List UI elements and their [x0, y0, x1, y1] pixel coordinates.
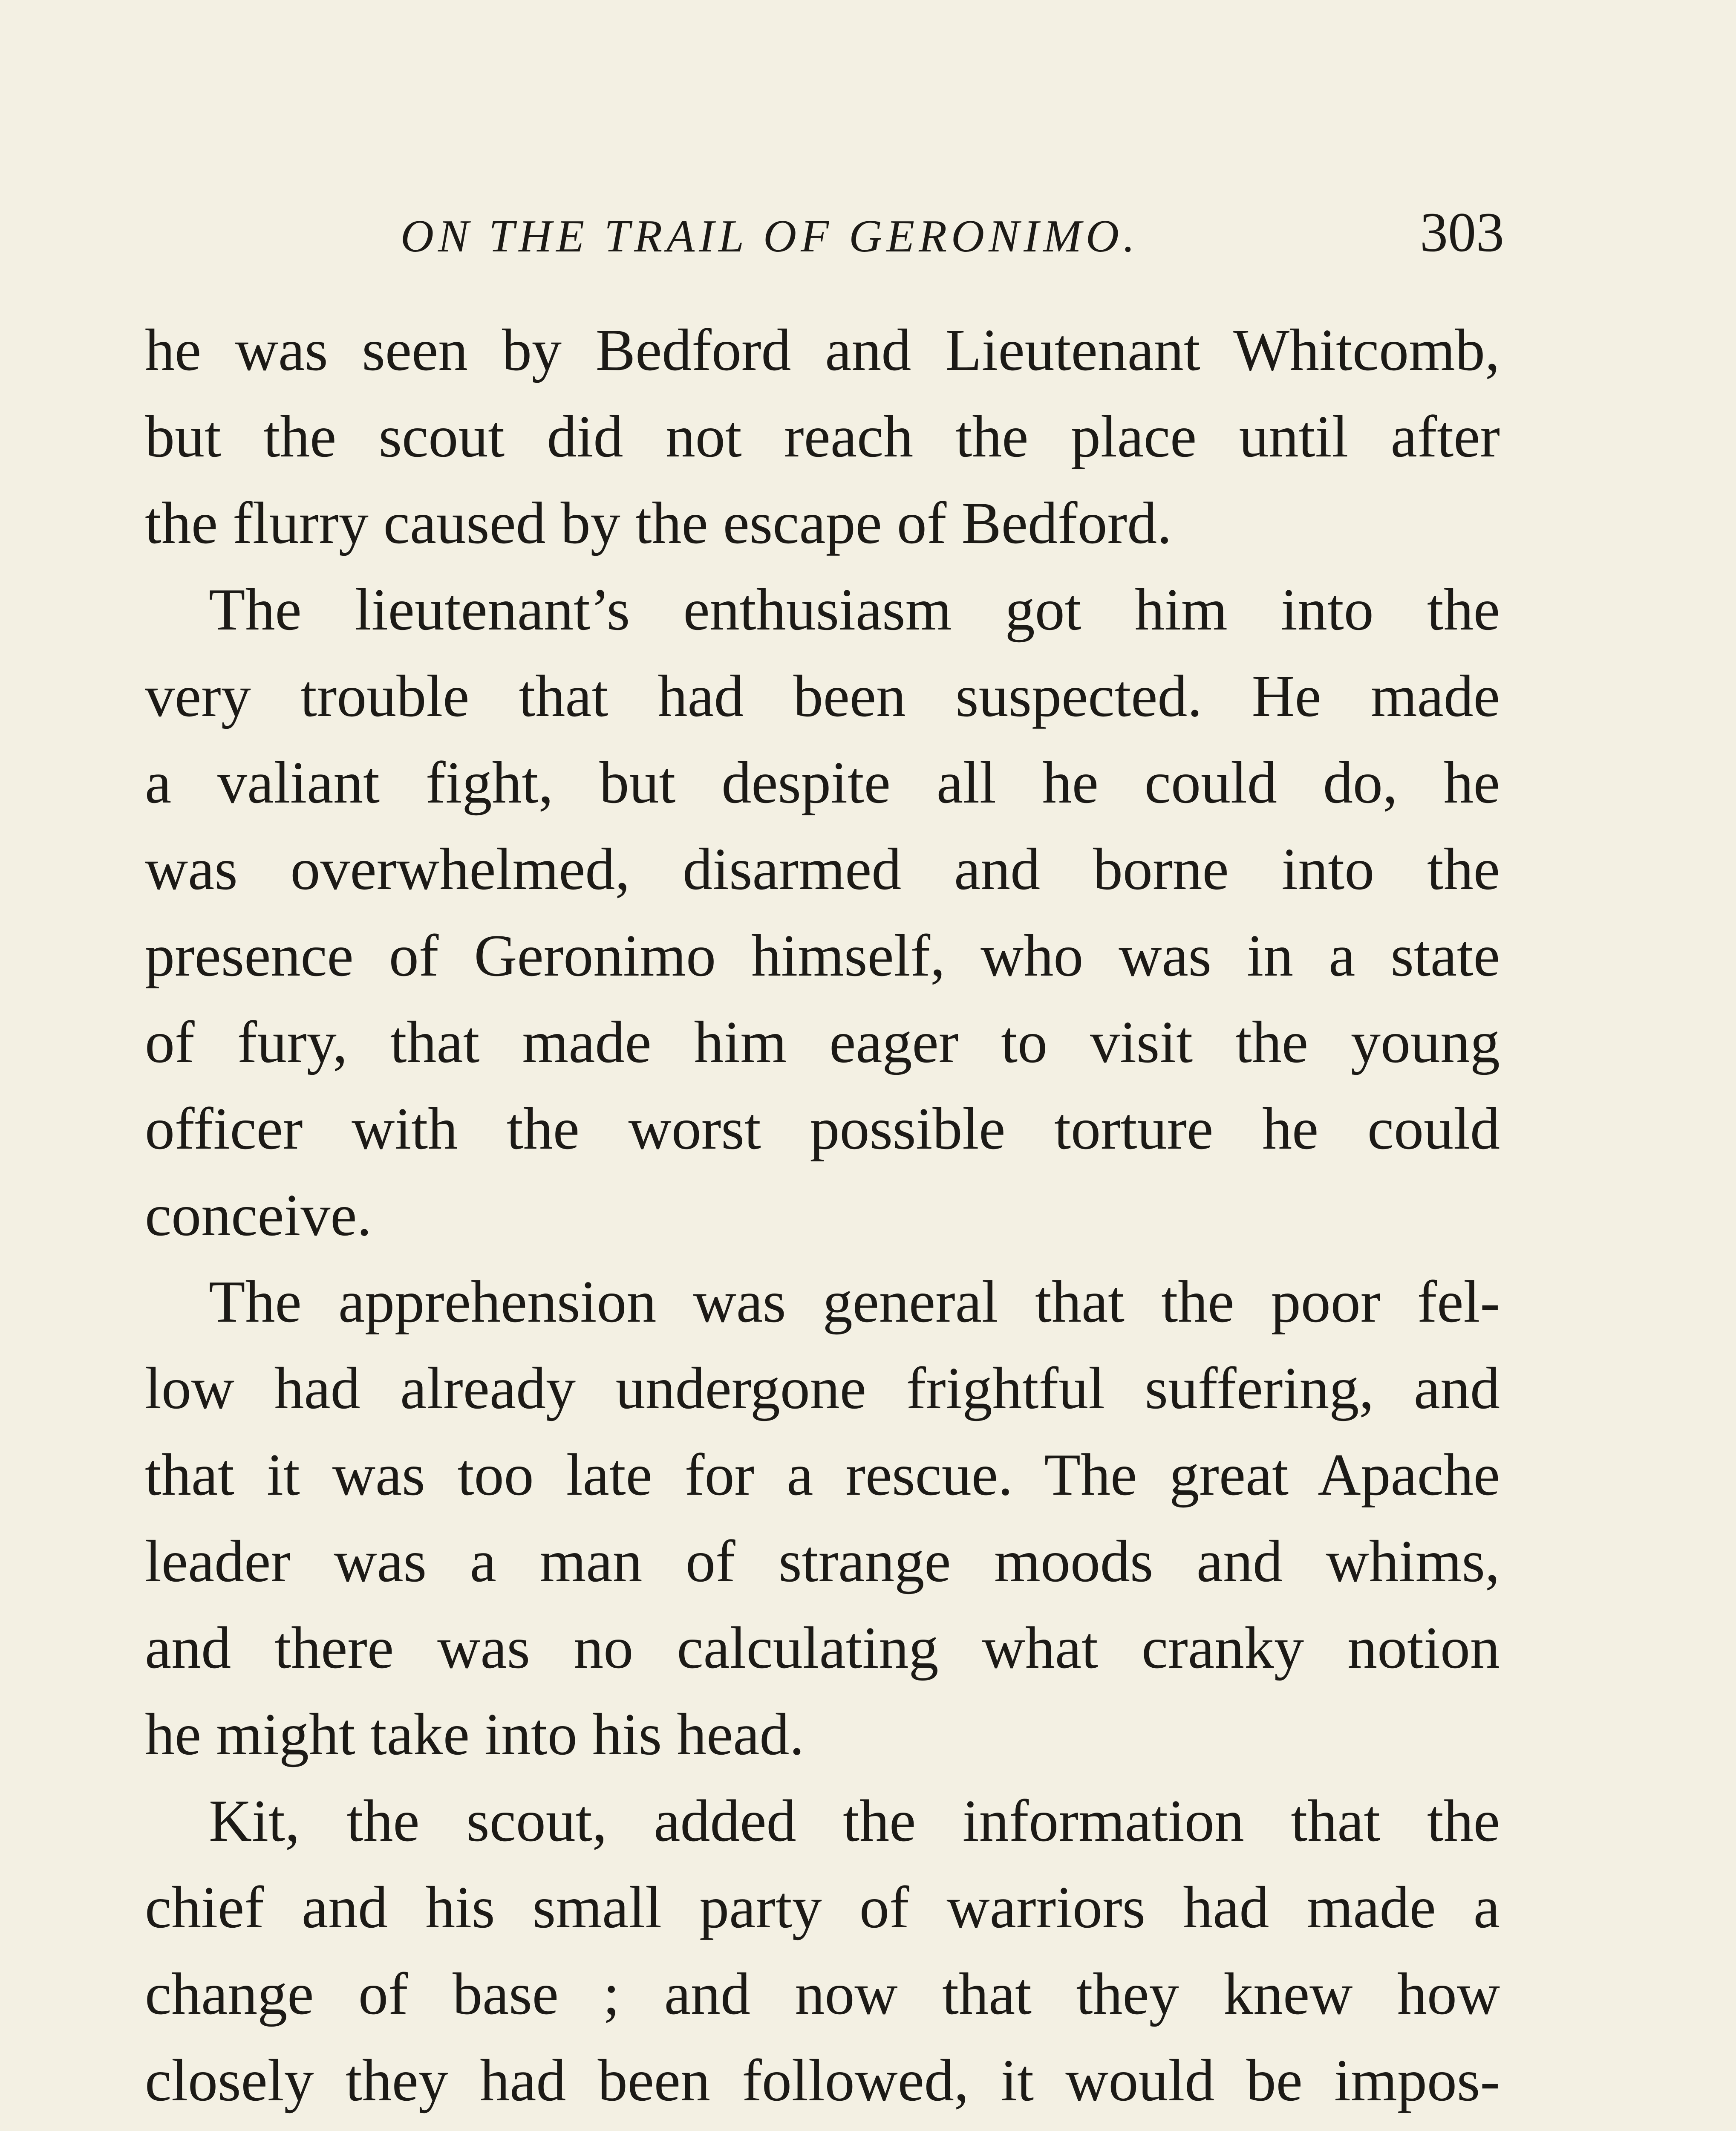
- text-line: very trouble that had been suspected. He made: [145, 663, 1500, 729]
- text-line: The lieutenant’s enthusiasm got him into the: [209, 577, 1500, 643]
- page-number: 303: [1420, 201, 1504, 263]
- text-line: presence of Geronimo himself, who was in a state: [145, 923, 1500, 989]
- text-line: closely they had been followed, it would be impos-: [145, 2047, 1500, 2114]
- text-line: Kit, the scout, added the information that the: [209, 1788, 1500, 1854]
- text-line: he might take into his head.: [145, 1701, 805, 1767]
- text-line: the flurry caused by the escape of Bedford.: [145, 490, 1172, 556]
- text-line: change of base ; and now that they knew how: [145, 1961, 1500, 2027]
- text-line: chief and his small party of warriors had made a: [145, 1874, 1500, 1940]
- text-line: but the scout did not reach the place until after: [145, 404, 1500, 470]
- text-line: was overwhelmed, disarmed and borne into the: [145, 836, 1500, 902]
- text-line: he was seen by Bedford and Lieutenant Whitcomb,: [145, 317, 1500, 383]
- text-line: low had already undergone frightful suffering, and: [145, 1355, 1500, 1421]
- running-head: [141, 200, 1504, 269]
- text-line: of fury, that made him eager to visit the young: [145, 1009, 1500, 1075]
- text-line: and there was no calculating what cranky notion: [145, 1615, 1500, 1681]
- text-line: The apprehension was general that the poor fel-: [209, 1269, 1500, 1335]
- text-line: leader was a man of strange moods and whims,: [145, 1528, 1500, 1594]
- text-line: [145, 2124, 1500, 2131]
- text-line: conceive.: [145, 1182, 372, 1248]
- running-title: ON THE TRAIL OF GERONIMO.: [401, 211, 1139, 262]
- body-text: [145, 307, 1500, 2131]
- text-line: a valiant fight, but despite all he could do, he: [145, 750, 1500, 816]
- text-line: officer with the worst possible torture he could: [145, 1096, 1500, 1162]
- text-line: that it was too late for a rescue. The great Apache: [145, 1442, 1500, 1508]
